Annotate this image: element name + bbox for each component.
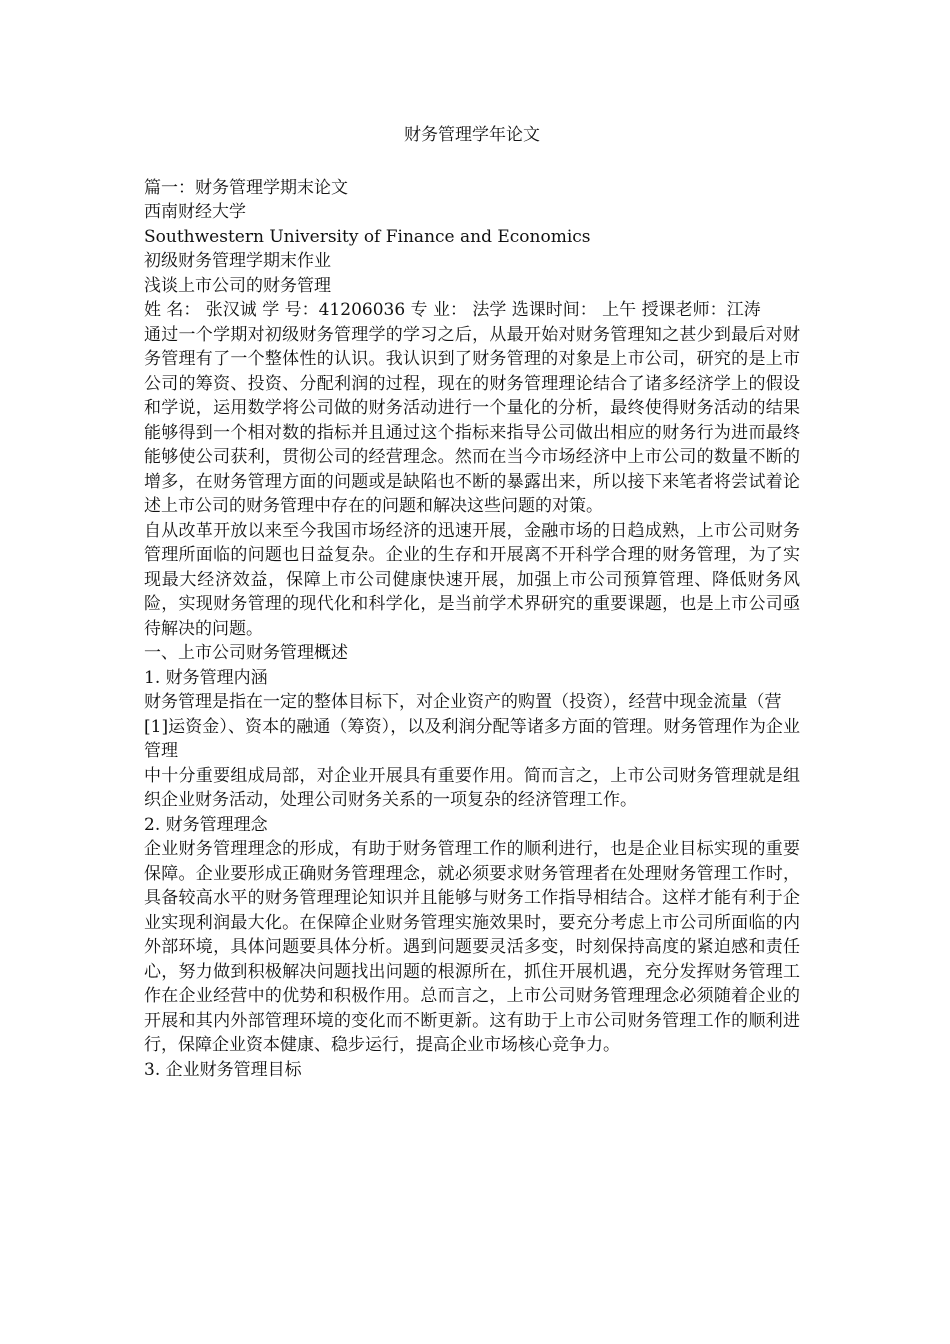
paragraph-connotation-1: 财务管理是指在一定的整体目标下，对企业资产的购置（投资），经营中现金流量（营	[144, 692, 782, 712]
university-name: 西南财经大学	[144, 202, 246, 222]
heading-connotation: 1. 财务管理内涵	[144, 667, 268, 688]
document-page	[144, 123, 800, 1082]
student-info: 姓 名： 张汉诚 学 号：41206036 专 业： 法学 选课时间： 上午 授课老师：江涛	[144, 300, 761, 320]
paragraph-connotation-3: 中十分重要组成局部，对企业开展具有重要作用。简而言之，上市公司财务管理就是组织企业财务活动，处理公司财务关系的一项复杂的经济管理工作。	[144, 765, 800, 810]
university-name-english: Southwestern University of Finance and Economics	[144, 226, 591, 247]
assignment-title: 初级财务管理学期末作业	[144, 251, 331, 271]
essay-title: 浅谈上市公司的财务管理	[144, 275, 331, 296]
paragraph-concept: 企业财务管理理念的形成，有助于财务管理工作的顺利进行，也是企业目标实现的重要保障。企业要形成正确财务管理理念，就必须要求财务管理者在处理财务管理工作时，具备较高水平的财务管理理论知识并且能够与财务工作指导相结合。这样才能有利于企业实现利润最大化。在保障企业财务管理实施效果时，要充分考虑上市公司所面临的内外部环境，具体问题要具体分析。遇到问题要灵活多变，时刻保持高度的紧迫感和责任心，努力做到积极解决问题找出问题的根源所在，抓住开展机遇，充分发挥财务管理工作在企业经营中的优势和积极作用。总而言之，上市公司财务管理理念必须随着企业的开展和其内外部管理环境的变化而不断更新。这有助于上市公司财务管理工作的顺利进行，保障企业资本健康、稳步运行，提高企业市场核心竞争力。	[144, 839, 800, 1055]
document-title: 财务管理学年论文	[404, 125, 540, 145]
heading-goals: 3. 企业财务管理目标	[144, 1059, 302, 1080]
section-heading: 篇一：财务管理学期末论文	[144, 177, 348, 198]
paragraph-connotation-2: [1]运资金）、资本的融通（筹资），以及利润分配等诸多方面的管理。财务管理作为企业管理	[144, 716, 800, 761]
heading-overview: 一、上市公司财务管理概述	[144, 643, 348, 663]
paragraph-intro: 通过一个学期对初级财务管理学的学习之后，从最开始对财务管理知之甚少到最后对财务管理有了一个整体性的认识。我认识到了财务管理的对象是上市公司，研究的是上市公司的筹资、投资、分配利润的过程，现在的财务管理理论结合了诸多经济学上的假设和学说，运用数学将公司做的财务活动进行一个量化的分析，最终使得财务活动的结果能够得到一个相对数的指标并且通过这个指标来指导公司做出相应的财务行为进而最终能够使公司获利，贯彻公司的经营理念。然而在当今市场经济中上市公司的数量不断的增多，在财务管理方面的问题或是缺陷也不断的暴露出来，所以接下来笔者将尝试着论述上市公司的财务管理中存在的问题和解决这些问题的对策。	[144, 324, 800, 516]
paragraph-background: 自从改革开放以来至今我国市场经济的迅速开展，金融市场的日趋成熟，上市公司财务管理所面临的问题也日益复杂。企业的生存和开展离不开科学合理的财务管理，为了实现最大经济效益，保障上市公司健康快速开展，加强上市公司预算管理、降低财务风险，实现财务管理的现代化和科学化，是当前学术界研究的重要课题，也是上市公司亟待解决的问题。	[144, 520, 800, 639]
heading-concept: 2. 财务管理理念	[144, 814, 268, 835]
